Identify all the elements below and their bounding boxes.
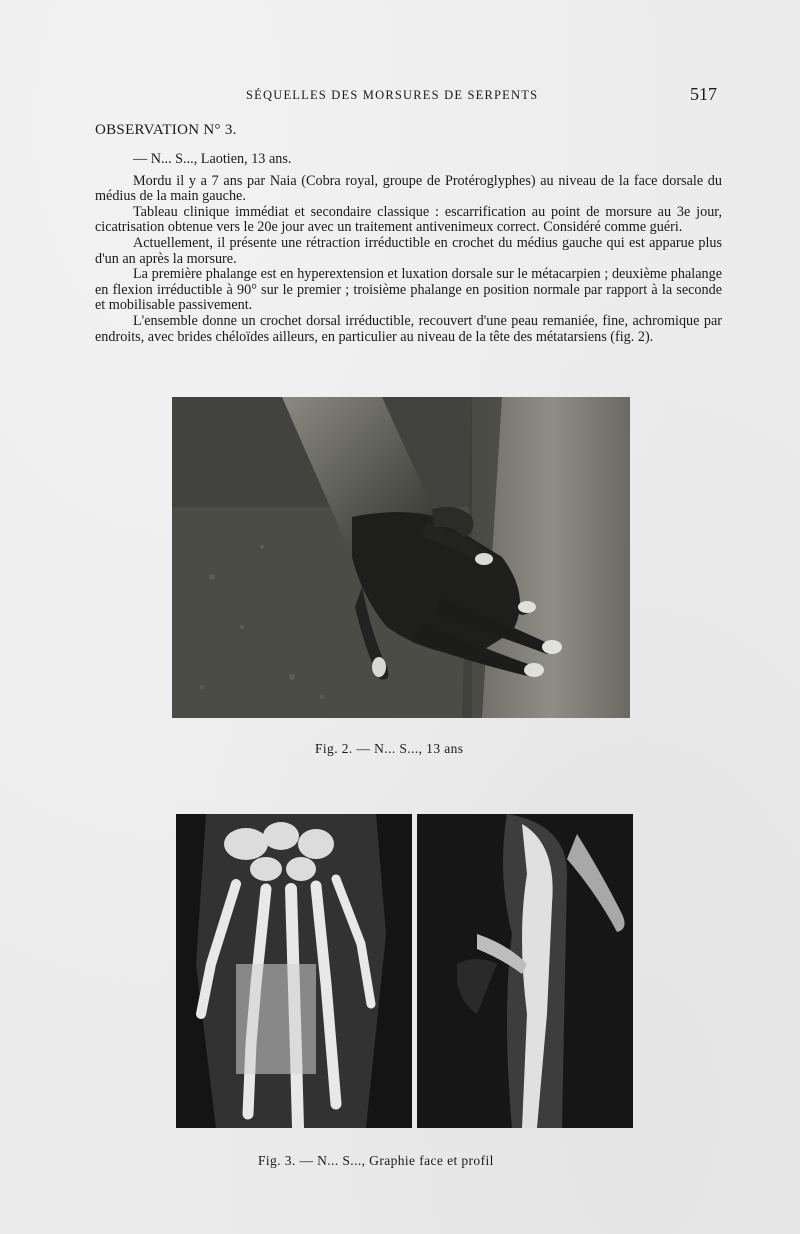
patient-line: — N... S..., Laotien, 13 ans. — [133, 151, 292, 167]
paragraph-clinical-picture: Tableau clinique immédiat et secondaire classique : escarrification au point de morsure au 3e jour, cicatrisation obtenue vers le 20e jour avec un traitement antivenimeux correct. Considéré comme guéri. — [95, 203, 722, 236]
observation-heading: OBSERVATION N° 3. — [95, 122, 237, 138]
hand-photo-illustration — [172, 397, 630, 718]
xray-profile-illustration — [417, 814, 633, 1128]
fig3-xray-front-view — [176, 814, 412, 1128]
paragraph-current-state: Actuellement, il présente une rétraction irréductible en crochet du médius gauche qui est apparue plus d'un an après la morsure. — [95, 234, 722, 267]
page-number: 517 — [690, 84, 717, 104]
paragraph-bite: Mordu il y a 7 ans par Naia (Cobra royal, groupe de Protéroglyphes) au niveau de la face dorsale du médius de la main gauche. — [95, 172, 722, 205]
fig2-caption: Fig. 2. — N... S..., 13 ans — [315, 741, 464, 756]
fig2-hand-photo — [172, 397, 630, 718]
observation-body — [95, 152, 722, 345]
paragraph-phalanges: La première phalange est en hyperextension et luxation dorsale sur le métacarpien ; deuxième phalange en flexion irréductible à 90° sur le premier ; troisième phalange en position normale par rapport à la seconde et mobilisable passivement. — [95, 266, 722, 314]
xray-front-illustration — [176, 814, 412, 1128]
paragraph-overall: L'ensemble donne un crochet dorsal irréductible, recouvert d'une peau remaniée, fine, achromique par endroits, avec brides chéloïdes ailleurs, en particulier au niveau de la tête des métatarsiens (fig. 2). — [95, 312, 722, 345]
fig3-xray-profile-view — [417, 814, 633, 1128]
fig3-caption: Fig. 3. — N... S..., Graphie face et profil — [258, 1153, 494, 1168]
running-title: SÉQUELLES DES MORSURES DE SERPENTS — [246, 88, 539, 102]
